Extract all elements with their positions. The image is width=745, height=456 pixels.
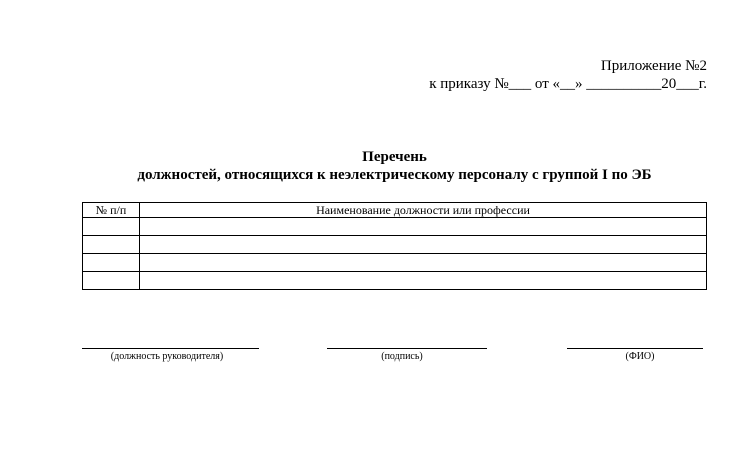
table-cell-position xyxy=(140,272,707,290)
signature-caption: (подпись) xyxy=(381,351,423,362)
table-row xyxy=(83,254,707,272)
position-signature-line xyxy=(82,348,259,349)
table-header-row xyxy=(83,203,707,218)
column-header-number: № п/п xyxy=(83,203,140,218)
document-subtitle: должностей, относящихся к неэлектрическому персоналу с группой I по ЭБ xyxy=(137,167,652,183)
positions-table xyxy=(82,202,707,290)
table-cell-number xyxy=(83,236,140,254)
appendix-order-line: к приказу №___ от «__» __________20___г. xyxy=(429,76,707,92)
table-row xyxy=(83,272,707,290)
position-caption: (должность руководителя) xyxy=(110,351,224,362)
table-row xyxy=(83,236,707,254)
table-cell-number xyxy=(83,254,140,272)
signature-line xyxy=(327,348,487,349)
name-signature-line xyxy=(567,348,703,349)
table-cell-number xyxy=(83,218,140,236)
table-row xyxy=(83,218,707,236)
table-cell-position xyxy=(140,236,707,254)
table-cell-position xyxy=(140,218,707,236)
document-title: Перечень xyxy=(362,149,427,165)
table-cell-number xyxy=(83,272,140,290)
appendix-title: Приложение №2 xyxy=(600,58,707,74)
table-cell-position xyxy=(140,254,707,272)
name-caption: (ФИО) xyxy=(625,351,655,362)
column-header-position: Наименование должности или профессии xyxy=(140,203,707,218)
